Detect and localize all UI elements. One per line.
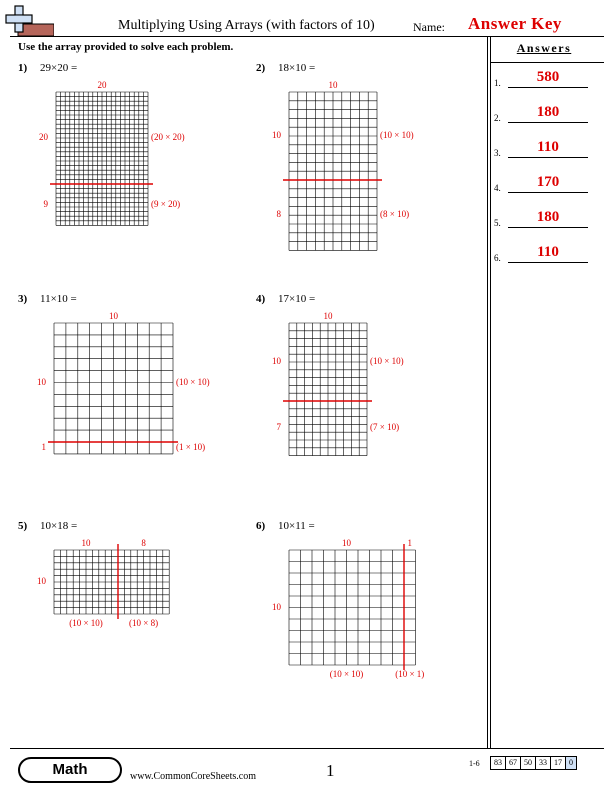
problem-number: 3) [18, 293, 28, 305]
answer-line [508, 192, 588, 193]
score-cell: 50 [520, 756, 536, 770]
side-label-bottom: 1 [41, 441, 46, 452]
problem-number: 6) [256, 520, 266, 532]
array-grid [288, 549, 417, 666]
answer-key-label: Answer Key [468, 14, 562, 33]
partial-product-label: (10 × 8) [129, 618, 159, 628]
score-cell: 83 [490, 756, 506, 770]
score-cell: 17 [550, 756, 566, 770]
answers-head-rule [491, 62, 604, 63]
partial-product-label: (10 × 10) [176, 376, 210, 387]
problem-text: 17×10 = [278, 293, 316, 305]
answer-value: 110 [537, 244, 559, 260]
score-cell: 33 [535, 756, 551, 770]
answer-line [508, 122, 588, 123]
side-label-top: 10 [272, 356, 281, 366]
partial-product-label: (9 × 20) [151, 198, 181, 209]
answer-value: 110 [537, 139, 559, 155]
footer-rule [10, 748, 604, 749]
top-label: 10 [109, 311, 118, 321]
partial-product-label: (10 × 10) [370, 356, 404, 366]
top-label-right: 8 [141, 538, 146, 548]
footer-url[interactable]: www.CommonCoreSheets.com [130, 771, 257, 782]
side-label-top: 20 [39, 132, 48, 142]
answer-line [508, 157, 588, 158]
instructions: Use the array provided to solve each problem. [18, 41, 234, 53]
problem-number: 5) [18, 520, 28, 532]
partial-product-label: (10 × 10) [329, 669, 364, 679]
top-label-left: 10 [81, 538, 91, 548]
side-label-bottom: 9 [43, 198, 48, 209]
answer-row [494, 70, 594, 90]
problem-text: 11×10 = [40, 293, 77, 305]
array-grid [53, 322, 174, 455]
partial-product-label: (20 × 20) [151, 132, 185, 142]
problem-number: 4) [256, 293, 266, 305]
answer-row [494, 245, 594, 265]
side-label: 10 [272, 601, 281, 612]
logo-icon [4, 4, 54, 38]
answer-line [508, 227, 588, 228]
partial-product-label: (7 × 10) [370, 422, 400, 433]
score-table [491, 756, 577, 770]
answers-divider-left [487, 36, 488, 748]
partial-product-label: (8 × 10) [380, 209, 410, 220]
answer-number: 4. [494, 183, 501, 193]
top-label-left: 10 [342, 538, 351, 548]
partial-product-label: (10 × 1) [395, 669, 425, 679]
answer-number: 6. [494, 253, 501, 263]
side-label-top: 10 [37, 376, 46, 387]
answer-value: 580 [536, 69, 560, 85]
header-rule [10, 36, 604, 37]
array-grid [288, 91, 378, 251]
side-label-top: 10 [272, 130, 281, 140]
problem-number: 1) [18, 62, 28, 74]
answer-row [494, 175, 594, 195]
answer-value: 170 [536, 174, 560, 190]
problem-text: 10×11 = [278, 520, 315, 532]
answer-value: 180 [536, 209, 560, 225]
problem-number: 2) [256, 62, 266, 74]
answers-heading: Answers [516, 41, 572, 55]
top-label: 20 [97, 80, 107, 90]
answer-line [508, 87, 588, 88]
answer-line [508, 262, 588, 263]
page-number: 1 [326, 761, 335, 780]
partial-product-label: (10 × 10) [69, 618, 103, 628]
partial-product-label: (10 × 10) [380, 130, 414, 140]
answer-value: 180 [536, 104, 560, 120]
answer-number: 3. [494, 148, 501, 158]
side-label: 10 [37, 576, 46, 586]
top-label: 10 [328, 80, 338, 90]
partial-product-label: (1 × 10) [176, 441, 206, 452]
answer-number: 2. [494, 113, 501, 123]
problem-text: 10×18 = [40, 520, 78, 532]
array-grid [53, 549, 170, 615]
score-cell: 0 [565, 756, 577, 770]
problem-text: 29×20 = [40, 62, 78, 74]
answer-number: 5. [494, 218, 501, 228]
problem-text: 18×10 = [278, 62, 316, 74]
answer-number: 1. [494, 78, 501, 88]
answer-row [494, 105, 594, 125]
answer-row [494, 210, 594, 230]
top-label: 10 [323, 311, 333, 321]
side-label-bottom: 8 [276, 209, 281, 220]
array-grid [55, 91, 149, 226]
score-range-label: 1-6 [469, 759, 480, 768]
array-grid [288, 322, 368, 457]
answers-divider-inner [490, 36, 491, 748]
top-label-right: 1 [407, 538, 412, 548]
subject-badge: Math [18, 757, 122, 783]
worksheet-title: Multiplying Using Arrays (with factors of 10) [118, 18, 375, 33]
answer-row [494, 140, 594, 160]
score-cell: 67 [505, 756, 521, 770]
side-label-bottom: 7 [276, 422, 281, 433]
name-label: Name: [413, 20, 445, 34]
